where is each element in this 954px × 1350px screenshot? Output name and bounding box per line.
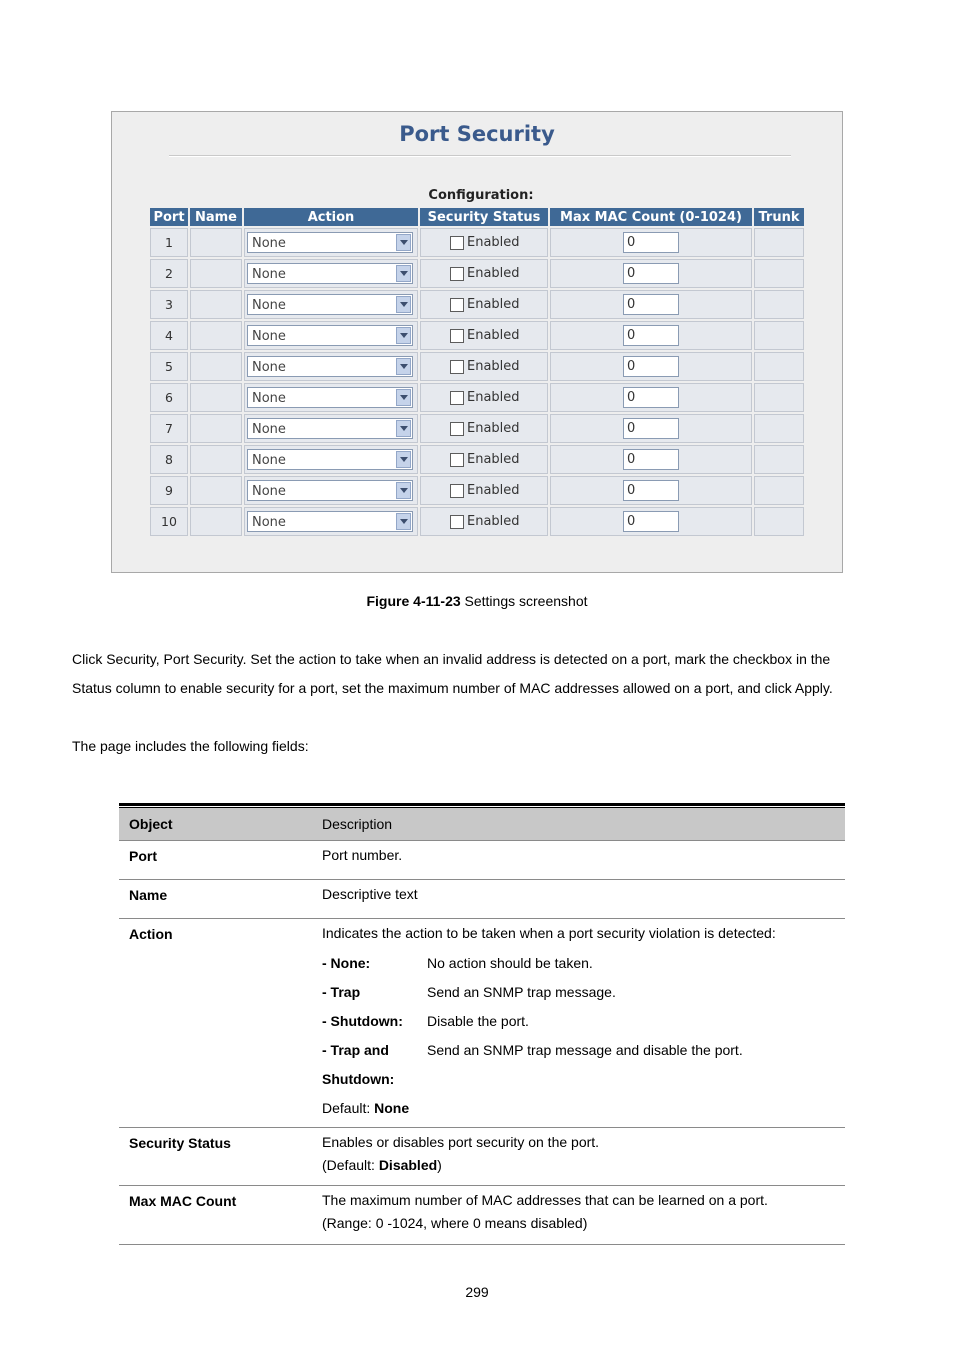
- checkbox-label: Enabled: [467, 266, 520, 281]
- port-number: 4: [150, 321, 188, 350]
- max-mac-cell: [550, 507, 752, 536]
- trunk-cell: [754, 290, 804, 319]
- port-name-cell: [190, 228, 242, 257]
- action-select-value: None: [252, 329, 286, 344]
- max-mac-count-input[interactable]: 0: [623, 418, 679, 439]
- option-key: Shutdown:: [322, 1071, 395, 1087]
- chevron-down-icon[interactable]: [396, 265, 411, 282]
- security-status-cell: [420, 476, 548, 505]
- option-value: No action should be taken.: [427, 955, 593, 971]
- default-open: (Default:: [322, 1157, 379, 1173]
- security-status-cell: [420, 290, 548, 319]
- port-name-cell: [190, 352, 242, 381]
- instructions-paragraph: Click Security, Port Security. Set the action to take when an invalid address is detected on a port, mark the checkbox in the Status column to enable security for a port, set the maximum number of MAC addresses allowed on a port, and click Apply.: [72, 651, 833, 696]
- action-select-value: None: [252, 453, 286, 468]
- table-row: [119, 919, 845, 1128]
- trunk-cell: [754, 228, 804, 257]
- security-enabled-checkbox[interactable]: [450, 360, 464, 374]
- page-number: 299: [465, 1284, 489, 1300]
- port-number: 9: [150, 476, 188, 505]
- checkbox-label: Enabled: [467, 452, 520, 467]
- checkbox-label: Enabled: [467, 514, 520, 529]
- max-mac-range: (Range: 0 -1024, where 0 means disabled): [322, 1215, 588, 1231]
- action-select-value: None: [252, 391, 286, 406]
- default-close: ): [437, 1157, 442, 1173]
- checkbox-label: Enabled: [467, 359, 520, 374]
- port-row: [150, 259, 804, 288]
- port-row: [150, 321, 804, 350]
- trunk-cell: [754, 259, 804, 288]
- option-value: Disable the port.: [427, 1013, 529, 1029]
- security-status-cell: [420, 383, 548, 412]
- max-mac-count-input[interactable]: 0: [623, 449, 679, 470]
- field-name: Name: [129, 887, 168, 903]
- port-name-cell: [190, 507, 242, 536]
- action-cell: [244, 321, 418, 350]
- port-name-cell: [190, 445, 242, 474]
- security-enabled-checkbox[interactable]: [450, 236, 464, 250]
- port-row: [150, 228, 804, 257]
- action-select-value: None: [252, 484, 286, 499]
- option-key: - Trap and: [322, 1042, 389, 1058]
- chevron-down-icon[interactable]: [396, 327, 411, 344]
- col-action: Action: [244, 208, 418, 226]
- security-enabled-checkbox[interactable]: [450, 422, 464, 436]
- action-select-value: None: [252, 298, 286, 313]
- chevron-down-icon[interactable]: [396, 451, 411, 468]
- port-row: [150, 476, 804, 505]
- security-status-cell: [420, 321, 548, 350]
- action-cell: [244, 476, 418, 505]
- trunk-cell: [754, 414, 804, 443]
- port-number: 7: [150, 414, 188, 443]
- port-number: 6: [150, 383, 188, 412]
- field-description: Port number.: [322, 847, 403, 863]
- status-default: [322, 1158, 845, 1173]
- action-cell: [244, 383, 418, 412]
- max-mac-cell: [550, 228, 752, 257]
- port-row: [150, 507, 804, 536]
- action-select[interactable]: [247, 294, 413, 315]
- option-key: - Shutdown:: [322, 1013, 403, 1029]
- col-name: Name: [190, 208, 242, 226]
- col-port: Port: [150, 208, 188, 226]
- security-enabled-checkbox[interactable]: [450, 515, 464, 529]
- security-status-cell: [420, 445, 548, 474]
- action-cell: [244, 228, 418, 257]
- security-enabled-checkbox[interactable]: [450, 391, 464, 405]
- max-mac-cell: [550, 259, 752, 288]
- table-row: [119, 1186, 845, 1245]
- col-security-status: Security Status: [420, 208, 548, 226]
- action-select[interactable]: [247, 449, 413, 470]
- action-select[interactable]: [247, 418, 413, 439]
- checkbox-label: Enabled: [467, 421, 520, 436]
- max-mac-cell: [550, 321, 752, 350]
- chevron-down-icon[interactable]: [396, 420, 411, 437]
- action-option: [322, 1007, 845, 1036]
- fields-table: [119, 803, 845, 1245]
- security-status-cell: [420, 228, 548, 257]
- port-number: 8: [150, 445, 188, 474]
- trunk-cell: [754, 352, 804, 381]
- max-mac-cell: [550, 414, 752, 443]
- table-row: [119, 1128, 845, 1186]
- max-mac-count-input[interactable]: 0: [623, 480, 679, 501]
- port-number: 5: [150, 352, 188, 381]
- port-number: 1: [150, 228, 188, 257]
- max-mac-count-input[interactable]: 0: [623, 356, 679, 377]
- port-name-cell: [190, 259, 242, 288]
- option-value: Send an SNMP trap message and disable the port.: [427, 1042, 743, 1058]
- chevron-down-icon[interactable]: [396, 513, 411, 530]
- trunk-cell: [754, 321, 804, 350]
- port-security-table: [148, 206, 806, 538]
- trunk-cell: [754, 445, 804, 474]
- max-mac-count-input[interactable]: 0: [623, 263, 679, 284]
- action-select-value: None: [252, 422, 286, 437]
- chevron-down-icon[interactable]: [396, 482, 411, 499]
- max-mac-cell: [550, 383, 752, 412]
- max-mac-count-input[interactable]: 0: [623, 232, 679, 253]
- security-status-cell: [420, 507, 548, 536]
- port-name-cell: [190, 290, 242, 319]
- caption-text: Settings screenshot: [460, 593, 588, 609]
- default-label: Default:: [322, 1100, 375, 1116]
- port-row: [150, 352, 804, 381]
- field-description: Enables or disables port security on the port.: [322, 1134, 600, 1150]
- chevron-down-icon[interactable]: [396, 358, 411, 375]
- figure-caption: [0, 593, 954, 609]
- action-option: [322, 1036, 845, 1065]
- col-trunk: Trunk: [754, 208, 804, 226]
- caption-label: Figure 4-11-23: [366, 593, 461, 609]
- security-status-cell: [420, 259, 548, 288]
- action-option: [322, 978, 845, 1007]
- trunk-cell: [754, 507, 804, 536]
- trunk-cell: [754, 383, 804, 412]
- option-key: - None:: [322, 955, 371, 971]
- action-option-cont: [322, 1065, 845, 1094]
- title-divider: [169, 155, 791, 157]
- port-number: 2: [150, 259, 188, 288]
- max-mac-cell: [550, 290, 752, 319]
- max-mac-cell: [550, 352, 752, 381]
- max-mac-count-input[interactable]: 0: [623, 294, 679, 315]
- action-cell: [244, 352, 418, 381]
- field-name: Security Status: [129, 1135, 231, 1151]
- action-default: [322, 1094, 845, 1123]
- chevron-down-icon[interactable]: [396, 389, 411, 406]
- action-select-value: None: [252, 236, 286, 251]
- action-select[interactable]: [247, 325, 413, 346]
- max-mac-cell: [550, 445, 752, 474]
- header-object: Object: [129, 816, 173, 832]
- port-name-cell: [190, 321, 242, 350]
- max-mac-count-input[interactable]: 0: [623, 325, 679, 346]
- field-description: Indicates the action to be taken when a port security violation is detected:: [322, 925, 776, 941]
- table-row: [119, 880, 845, 919]
- action-select[interactable]: [247, 480, 413, 501]
- security-enabled-checkbox[interactable]: [450, 453, 464, 467]
- security-status-cell: [420, 414, 548, 443]
- header-description: Description: [322, 816, 393, 832]
- action-select-value: None: [252, 360, 286, 375]
- security-enabled-checkbox[interactable]: [450, 329, 464, 343]
- option-value: Send an SNMP trap message.: [427, 984, 616, 1000]
- security-enabled-checkbox[interactable]: [450, 298, 464, 312]
- action-cell: [244, 414, 418, 443]
- port-row: [150, 383, 804, 412]
- security-enabled-checkbox[interactable]: [450, 267, 464, 281]
- port-row: [150, 414, 804, 443]
- field-name: Action: [129, 926, 173, 942]
- checkbox-label: Enabled: [467, 328, 520, 343]
- table-row: [119, 841, 845, 880]
- port-name-cell: [190, 414, 242, 443]
- checkbox-label: Enabled: [467, 235, 520, 250]
- port-number: 3: [150, 290, 188, 319]
- action-cell: [244, 445, 418, 474]
- trunk-cell: [754, 476, 804, 505]
- col-max-mac-count: Max MAC Count (0-1024): [550, 208, 752, 226]
- port-name-cell: [190, 476, 242, 505]
- action-select[interactable]: [247, 232, 413, 253]
- field-name: Port: [129, 848, 157, 864]
- fields-intro-paragraph: The page includes the following fields:: [72, 738, 309, 754]
- port-number: 10: [150, 507, 188, 536]
- field-description: The maximum number of MAC addresses that can be learned on a port.: [322, 1192, 768, 1208]
- action-select-value: None: [252, 267, 286, 282]
- action-select[interactable]: [247, 263, 413, 284]
- port-security-screenshot: [111, 111, 843, 573]
- default-value: Disabled: [378, 1157, 438, 1173]
- checkbox-label: Enabled: [467, 297, 520, 312]
- action-select[interactable]: [247, 387, 413, 408]
- port-name-cell: [190, 383, 242, 412]
- max-mac-count-input[interactable]: 0: [623, 511, 679, 532]
- default-value: None: [374, 1100, 410, 1116]
- action-cell: [244, 507, 418, 536]
- action-option: [322, 949, 845, 978]
- port-row: [150, 445, 804, 474]
- chevron-down-icon[interactable]: [396, 234, 411, 251]
- security-enabled-checkbox[interactable]: [450, 484, 464, 498]
- checkbox-label: Enabled: [467, 483, 520, 498]
- option-key: - Trap: [322, 984, 361, 1000]
- port-row: [150, 290, 804, 319]
- fields-table-header: [119, 808, 845, 841]
- action-select[interactable]: [247, 511, 413, 532]
- field-name: Max MAC Count: [129, 1193, 237, 1209]
- max-mac-count-input[interactable]: 0: [623, 387, 679, 408]
- action-select[interactable]: [247, 356, 413, 377]
- configuration-label: Configuration:: [428, 188, 534, 203]
- checkbox-label: Enabled: [467, 390, 520, 405]
- screenshot-title: Port Security: [399, 122, 555, 146]
- field-description: Descriptive text: [322, 886, 418, 902]
- action-cell: [244, 259, 418, 288]
- security-status-cell: [420, 352, 548, 381]
- max-mac-cell: [550, 476, 752, 505]
- chevron-down-icon[interactable]: [396, 296, 411, 313]
- action-cell: [244, 290, 418, 319]
- action-select-value: None: [252, 515, 286, 530]
